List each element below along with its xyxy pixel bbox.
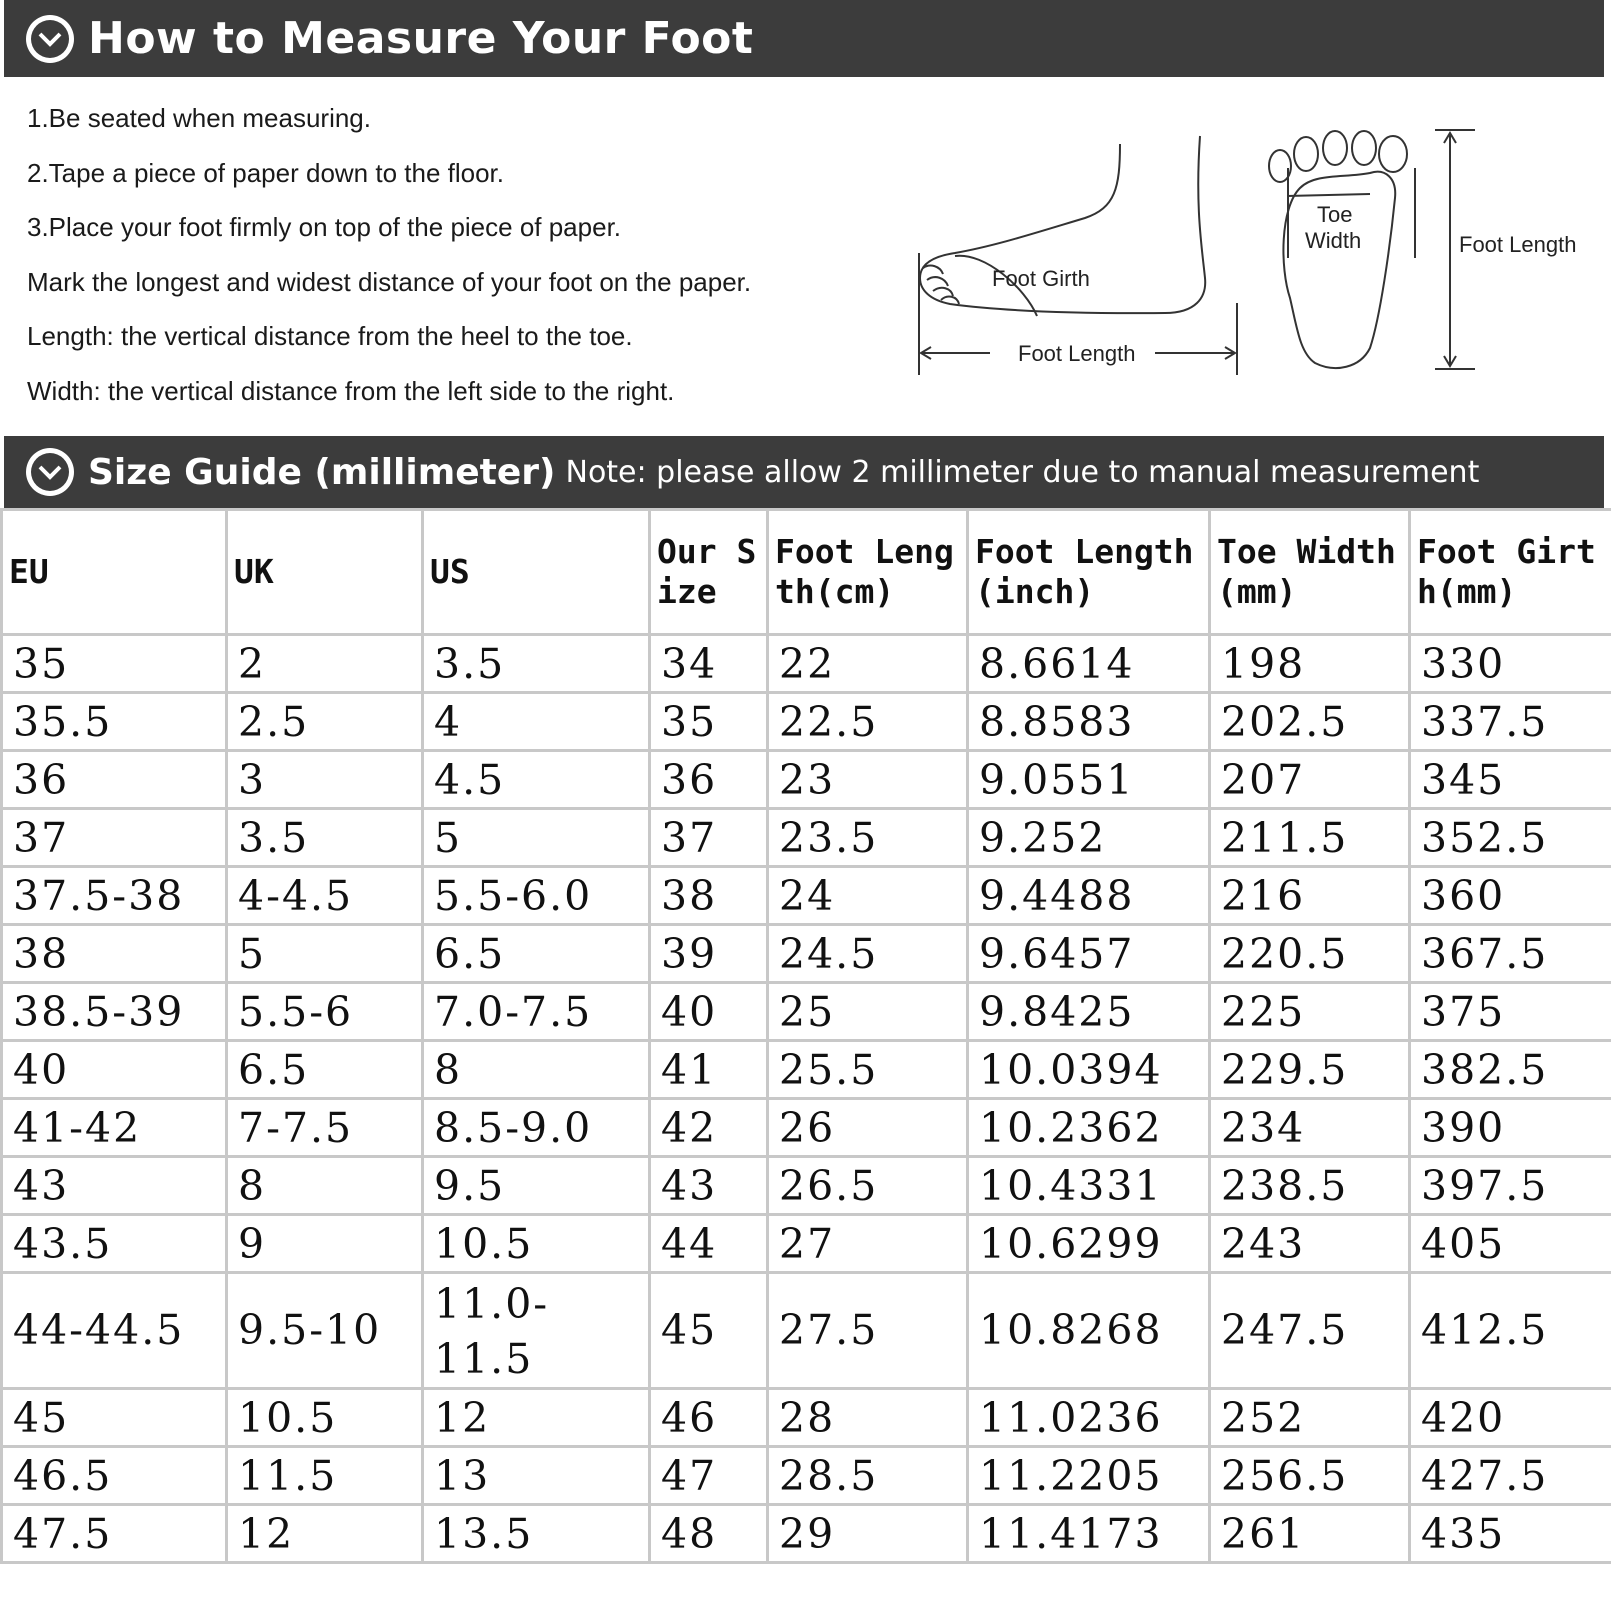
table-cell: 261: [1210, 1505, 1410, 1563]
table-cell: 44-44.5: [2, 1273, 227, 1389]
table-row: [2, 751, 1611, 809]
table-cell: 24: [768, 867, 968, 925]
table-cell: 41: [650, 1041, 768, 1099]
table-cell: 382.5: [1410, 1041, 1611, 1099]
table-cell: 10.6299: [968, 1215, 1210, 1273]
table-cell: 45: [2, 1389, 227, 1447]
table-row: [2, 1273, 1611, 1389]
table-cell: 12: [423, 1389, 650, 1447]
table-cell: 11.0236: [968, 1389, 1210, 1447]
table-row: [2, 983, 1611, 1041]
step-text: Width: the vertical distance from the left side to the right.: [27, 375, 675, 406]
table-cell: 37: [2, 809, 227, 867]
table-header-cell: Our Size: [650, 510, 768, 635]
table-header-cell: Foot Length(inch): [968, 510, 1210, 635]
chevron-down-circle-icon: [26, 15, 74, 63]
table-cell: 43: [650, 1157, 768, 1215]
table-cell: 29: [768, 1505, 968, 1563]
table-cell: 8: [227, 1157, 423, 1215]
table-row: [2, 809, 1611, 867]
table-row: [2, 1157, 1611, 1215]
table-cell: 2.5: [227, 693, 423, 751]
table-cell: 10.2362: [968, 1099, 1210, 1157]
table-cell: 4-4.5: [227, 867, 423, 925]
table-cell: 337.5: [1410, 693, 1611, 751]
foot-diagram: [915, 128, 1605, 388]
table-cell: 345: [1410, 751, 1611, 809]
foot-illustration: [915, 128, 1605, 388]
table-cell: 9.5-10: [227, 1273, 423, 1389]
table-cell: 34: [650, 635, 768, 693]
table-cell: 352.5: [1410, 809, 1611, 867]
table-cell: 225: [1210, 983, 1410, 1041]
table-row: [2, 925, 1611, 983]
step-text: 1.Be seated when measuring.: [27, 103, 371, 133]
table-cell: 4.5: [423, 751, 650, 809]
table-cell: 40: [2, 1041, 227, 1099]
table-header-cell: US: [423, 510, 650, 635]
table-cell: 38: [2, 925, 227, 983]
sole-foot-icon: [1269, 130, 1475, 369]
measure-title: How to Measure Your Foot: [88, 13, 754, 64]
table-cell: 5.5-6: [227, 983, 423, 1041]
table-cell: 9.8425: [968, 983, 1210, 1041]
table-cell: 11.0-​11.5: [423, 1273, 650, 1389]
measure-banner: [4, 0, 1604, 77]
table-cell: 420: [1410, 1389, 1611, 1447]
table-cell: 28: [768, 1389, 968, 1447]
table-cell: 36: [650, 751, 768, 809]
table-cell: 9.5: [423, 1157, 650, 1215]
table-cell: 37.5-38: [2, 867, 227, 925]
table-cell: 43.5: [2, 1215, 227, 1273]
toe-width-label: Width: [1305, 228, 1362, 253]
table-cell: 4: [423, 693, 650, 751]
table-cell: 9.252: [968, 809, 1210, 867]
side-length-label: Foot Length: [1018, 341, 1136, 366]
table-cell: 6.5: [423, 925, 650, 983]
table-cell: 12: [227, 1505, 423, 1563]
table-cell: 247.5: [1210, 1273, 1410, 1389]
table-cell: 207: [1210, 751, 1410, 809]
table-cell: 45: [650, 1273, 768, 1389]
table-cell: 48: [650, 1505, 768, 1563]
table-cell: 44: [650, 1215, 768, 1273]
table-cell: 42: [650, 1099, 768, 1157]
table-row: [2, 635, 1611, 693]
table-row: [2, 1099, 1611, 1157]
table-cell: 9.4488: [968, 867, 1210, 925]
table-header-cell: Foot Length(cm): [768, 510, 968, 635]
table-cell: 9.0551: [968, 751, 1210, 809]
table-cell: 43: [2, 1157, 227, 1215]
table-cell: 35: [650, 693, 768, 751]
table-header-cell: UK: [227, 510, 423, 635]
table-row: [2, 867, 1611, 925]
step-text: Mark the longest and widest distance of your foot on the paper.: [27, 266, 752, 297]
table-cell: 10.8268: [968, 1273, 1210, 1389]
table-row: [2, 1041, 1611, 1099]
table-cell: 390: [1410, 1099, 1611, 1157]
table-cell: 375: [1410, 983, 1611, 1041]
table-cell: 26.5: [768, 1157, 968, 1215]
table-cell: 27.5: [768, 1273, 968, 1389]
table-cell: 397.5: [1410, 1157, 1611, 1215]
table-cell: 26: [768, 1099, 968, 1157]
chevron-down-circle-icon: [26, 448, 74, 496]
table-cell: 435: [1410, 1505, 1611, 1563]
table-cell: 11.4173: [968, 1505, 1210, 1563]
table-cell: 22: [768, 635, 968, 693]
table-cell: 37: [650, 809, 768, 867]
table-cell: 27: [768, 1215, 968, 1273]
table-cell: 36: [2, 751, 227, 809]
table-cell: 46: [650, 1389, 768, 1447]
toe-width-label: Toe: [1317, 202, 1353, 227]
table-cell: 28.5: [768, 1447, 968, 1505]
table-cell: 10.5: [227, 1389, 423, 1447]
table-cell: 367.5: [1410, 925, 1611, 983]
size-table: [0, 508, 1611, 1564]
table-cell: 39: [650, 925, 768, 983]
table-cell: 35: [2, 635, 227, 693]
table-row: [2, 1447, 1611, 1505]
table-cell: 23.5: [768, 809, 968, 867]
table-cell: 40: [650, 983, 768, 1041]
table-cell: 8.8583: [968, 693, 1210, 751]
table-cell: 405: [1410, 1215, 1611, 1273]
table-cell: 211.5: [1210, 809, 1410, 867]
table-cell: 23: [768, 751, 968, 809]
table-cell: 22.5: [768, 693, 968, 751]
table-cell: 7-7.5: [227, 1099, 423, 1157]
side-girth-label: Foot Girth: [992, 266, 1090, 291]
table-header-row: [2, 510, 1611, 635]
table-cell: 8.6614: [968, 635, 1210, 693]
step-text: Length: the vertical distance from the heel to the toe.: [27, 321, 633, 351]
table-cell: 5: [423, 809, 650, 867]
table-cell: 38.5-39: [2, 983, 227, 1041]
table-cell: 11.5: [227, 1447, 423, 1505]
table-cell: 216: [1210, 867, 1410, 925]
table-cell: 220.5: [1210, 925, 1410, 983]
table-cell: 41-42: [2, 1099, 227, 1157]
table-cell: 202.5: [1210, 693, 1410, 751]
table-cell: 243: [1210, 1215, 1410, 1273]
measure-steps: [27, 96, 907, 423]
size-guide-note: Note: please allow 2 millimeter due to manual measurement: [565, 454, 1480, 490]
table-cell: 8: [423, 1041, 650, 1099]
table-cell: 38: [650, 867, 768, 925]
table-header-cell: EU: [2, 510, 227, 635]
size-guide-title: Size Guide (millimeter): [88, 451, 556, 493]
size-guide-banner: [4, 436, 1604, 508]
table-cell: 24.5: [768, 925, 968, 983]
table-cell: 13: [423, 1447, 650, 1505]
table-cell: 46.5: [2, 1447, 227, 1505]
step-text: 2.Tape a piece of paper down to the floor.: [27, 157, 505, 188]
table-cell: 47: [650, 1447, 768, 1505]
table-row: [2, 693, 1611, 751]
top-length-label: Foot Length: [1459, 232, 1577, 257]
table-cell: 360: [1410, 867, 1611, 925]
table-cell: 229.5: [1210, 1041, 1410, 1099]
table-cell: 25: [768, 983, 968, 1041]
table-cell: 10.0394: [968, 1041, 1210, 1099]
table-cell: 2: [227, 635, 423, 693]
table-cell: 10.5: [423, 1215, 650, 1273]
table-cell: 13.5: [423, 1505, 650, 1563]
table-cell: 427.5: [1410, 1447, 1611, 1505]
table-row: [2, 1389, 1611, 1447]
table-row: [2, 1505, 1611, 1563]
table-cell: 11.2205: [968, 1447, 1210, 1505]
table-cell: 256.5: [1210, 1447, 1410, 1505]
table-row: [2, 1215, 1611, 1273]
step-text: 3.Place your foot firmly on top of the piece of paper.: [27, 212, 622, 242]
table-cell: 25.5: [768, 1041, 968, 1099]
table-cell: 252: [1210, 1389, 1410, 1447]
table-header-cell: Toe Width(mm): [1210, 510, 1410, 635]
table-cell: 8.5-9.0: [423, 1099, 650, 1157]
table-cell: 412.5: [1410, 1273, 1611, 1389]
table-cell: 9.6457: [968, 925, 1210, 983]
table-cell: 6.5: [227, 1041, 423, 1099]
table-cell: 3.5: [423, 635, 650, 693]
table-header-cell: Foot Girth(mm): [1410, 510, 1611, 635]
table-cell: 330: [1410, 635, 1611, 693]
table-cell: 198: [1210, 635, 1410, 693]
table-cell: 3.5: [227, 809, 423, 867]
table-cell: 9: [227, 1215, 423, 1273]
table-cell: 238.5: [1210, 1157, 1410, 1215]
table-cell: 5.5-6.0: [423, 867, 650, 925]
table-cell: 35.5: [2, 693, 227, 751]
table-cell: 234: [1210, 1099, 1410, 1157]
table-cell: 10.4331: [968, 1157, 1210, 1215]
side-foot-icon: [919, 136, 1237, 375]
table-cell: 5: [227, 925, 423, 983]
table-cell: 47.5: [2, 1505, 227, 1563]
table-cell: 7.0-7.5: [423, 983, 650, 1041]
table-cell: 3: [227, 751, 423, 809]
